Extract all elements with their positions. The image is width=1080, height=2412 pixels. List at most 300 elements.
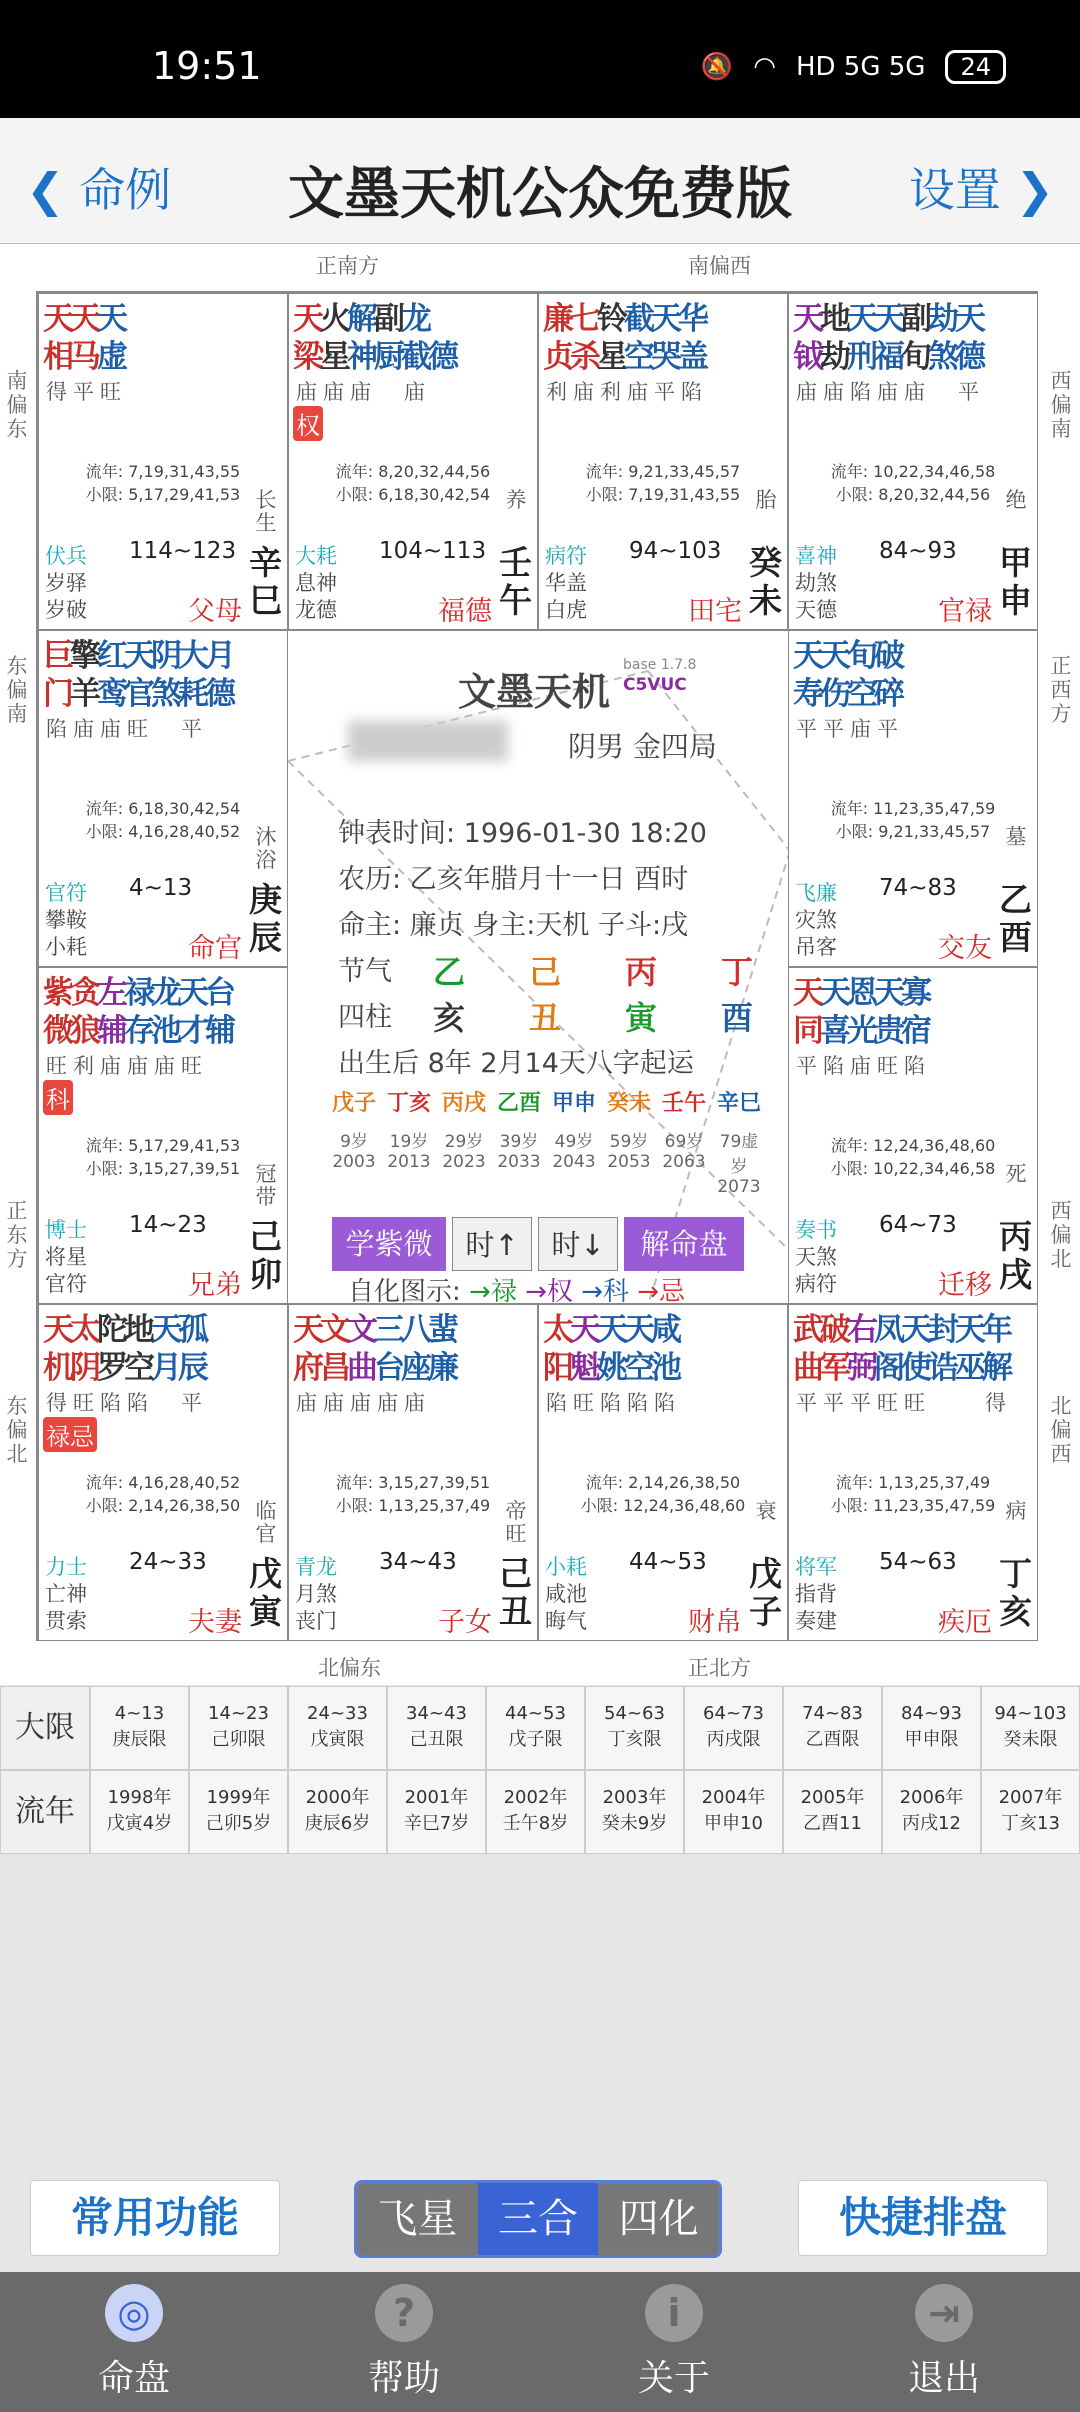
palace-cell[interactable] — [538, 293, 788, 630]
liunian-ages: 流年: 1,13,25,37,49 — [835, 1473, 991, 1492]
star-char: 左 — [97, 975, 128, 1011]
star-char: 空 — [624, 1350, 655, 1386]
mode-feixing[interactable]: 飞星 — [357, 2183, 478, 2255]
changsheng-stage: 胎 — [755, 488, 777, 512]
year-ganzhi: 丙戌12 — [902, 1813, 961, 1834]
star-char: 铃 — [597, 301, 628, 337]
jiangqian-star: 官符 — [45, 1272, 87, 1296]
changsheng-stage: 死 — [1005, 1162, 1027, 1186]
liunian-ages: 流年: 6,18,30,42,54 — [85, 799, 241, 818]
brightness: 庙 — [573, 380, 594, 404]
daxian-cell[interactable] — [684, 1686, 783, 1770]
year-ganzhi: 丁亥13 — [1001, 1813, 1060, 1834]
star-char: 煞 — [151, 676, 182, 712]
lunar-date: 农历: 乙亥年腊月十一日 酉时 — [338, 864, 689, 895]
brightness: 平 — [958, 380, 979, 404]
year-ganzhi: 壬午8岁 — [502, 1813, 569, 1834]
changsheng-stage: 衰 — [755, 1499, 777, 1523]
star-char: 寿 — [793, 676, 824, 712]
star-char: 辰 — [178, 1350, 209, 1386]
year-ganzhi: 庚辰6岁 — [304, 1813, 371, 1834]
daxian-range: 4~13 — [129, 875, 193, 901]
palace-cell[interactable] — [38, 630, 288, 967]
direction-label: 北偏西 — [1050, 1394, 1072, 1466]
range-ganzhi: 丁亥限 — [607, 1729, 662, 1750]
star-char: 地 — [124, 1312, 155, 1348]
star-char: 廉 — [428, 1350, 459, 1386]
star-char: 贪 — [70, 975, 101, 1011]
palace-cell[interactable] — [788, 630, 1038, 967]
suiqian-star: 咸池 — [545, 1582, 587, 1606]
star-char: 截 — [624, 301, 655, 337]
star-names — [793, 1311, 1013, 1387]
star-char: 天 — [955, 301, 986, 337]
dayun-ganzhi: 戊子 — [331, 1091, 376, 1116]
star-char: 孤 — [178, 1312, 209, 1348]
boshi-star: 力士 — [45, 1555, 87, 1579]
star-char: 使 — [901, 1350, 932, 1386]
brightness: 庙 — [904, 380, 925, 404]
changsheng-stage: 临官 — [255, 1499, 277, 1546]
mute-icon: 🔕 — [700, 52, 734, 82]
star-char: 文 — [320, 1312, 351, 1348]
tab-help[interactable]: ? 帮助 — [304, 2284, 504, 2401]
daxian-cell[interactable] — [288, 1686, 387, 1770]
palace-cell[interactable] — [788, 1304, 1038, 1641]
palace-cell[interactable] — [788, 967, 1038, 1304]
star-char: 凤 — [874, 1312, 905, 1348]
brightness: 庙 — [404, 380, 425, 404]
star-char: 太 — [70, 1312, 101, 1348]
star-char: 梁 — [293, 339, 324, 375]
status-bar — [0, 0, 1080, 118]
star-char: 巨 — [43, 638, 74, 674]
settings-button[interactable]: 设置 ❯ — [908, 163, 1054, 217]
star-char: 辅 — [97, 1013, 128, 1049]
sizhu-branch: 酉 — [720, 999, 753, 1037]
liunian-cell[interactable] — [90, 1770, 189, 1854]
suiqian-star: 灾煞 — [795, 908, 837, 932]
star-char: 廉 — [543, 301, 574, 337]
liunian-ages: 流年: 10,22,34,46,58 — [830, 462, 996, 481]
palace-cell[interactable] — [788, 293, 1038, 630]
star-char: 恩 — [847, 975, 878, 1011]
liunian-ages: 流年: 12,24,36,48,60 — [830, 1136, 996, 1155]
star-names — [43, 637, 236, 713]
dayun-year: 2003 — [332, 1152, 376, 1172]
star-char: 陀 — [97, 1312, 128, 1348]
range: 4~13 — [114, 1703, 165, 1724]
daxian-cell[interactable] — [783, 1686, 882, 1770]
daxian-cell[interactable] — [387, 1686, 486, 1770]
suiqian-star: 岁驿 — [45, 571, 87, 595]
dayun-column — [603, 1086, 655, 1172]
liunian-cell[interactable] — [882, 1770, 981, 1854]
brightness: 陷 — [904, 1054, 925, 1078]
palace-name: 命宫 — [188, 933, 242, 964]
brightness: 平 — [877, 717, 898, 741]
changsheng-stage: 长生 — [255, 488, 277, 535]
brightness: 旺 — [904, 1391, 925, 1415]
palace-name: 父母 — [188, 596, 242, 627]
dayun-ganzhi: 乙酉 — [496, 1091, 541, 1116]
star-names — [543, 1311, 682, 1387]
dayun-column — [658, 1086, 710, 1172]
brightness: 庙 — [100, 1054, 121, 1078]
palace-name: 福德 — [438, 596, 492, 627]
boshi-star: 将军 — [795, 1555, 837, 1579]
star-char: 禄 — [124, 975, 155, 1011]
info-icon: i — [645, 2284, 703, 2342]
star-char: 副 — [374, 301, 405, 337]
daxian-range: 64~73 — [879, 1212, 957, 1238]
star-names — [293, 300, 459, 376]
xiaoxian-ages: 小限: 10,22,34,46,58 — [830, 1159, 996, 1178]
boshi-star: 官符 — [45, 881, 87, 905]
star-char: 池 — [151, 1013, 182, 1049]
direction-label: 西偏北 — [1050, 1199, 1072, 1271]
daxian-cell[interactable] — [486, 1686, 585, 1770]
palace-ganzhi: 辛巳 — [249, 543, 282, 620]
brightness: 平 — [654, 380, 675, 404]
star-char: 贞 — [543, 339, 574, 375]
brightness: 平 — [850, 1391, 871, 1415]
changsheng-stage: 墓 — [1005, 825, 1027, 849]
daxian-range: 14~23 — [129, 1212, 207, 1238]
star-char: 副 — [901, 301, 932, 337]
range: 94~103 — [994, 1703, 1067, 1724]
star-char: 德 — [955, 339, 986, 375]
star-char: 地 — [820, 301, 851, 337]
star-char: 破 — [874, 638, 905, 674]
brightness: 旺 — [877, 1054, 898, 1078]
legend-lu: →禄 — [469, 1277, 517, 1304]
brightness: 平 — [823, 717, 844, 741]
jieqi-stem: 乙 — [433, 953, 466, 991]
xiaoxian-ages: 小限: 2,14,26,38,50 — [85, 1496, 241, 1515]
hour-down-button[interactable]: 时↓ — [538, 1217, 618, 1271]
suiqian-star: 亡神 — [45, 1582, 87, 1606]
quick-chart-button[interactable]: 快捷排盘 — [798, 2180, 1048, 2256]
nav-bar — [0, 118, 1080, 243]
star-char: 军 — [820, 1350, 851, 1386]
liunian-ages: 流年: 4,16,28,40,52 — [85, 1473, 241, 1492]
xiaoxian-ages: 小限: 9,21,33,45,57 — [835, 822, 991, 841]
range-ganzhi: 癸未限 — [1003, 1729, 1058, 1750]
changsheng-stage: 病 — [1005, 1499, 1027, 1523]
changsheng-stage: 养 — [505, 488, 527, 512]
year-ganzhi: 甲申10 — [704, 1813, 763, 1834]
sihua-badge: 权 — [293, 406, 323, 441]
dayun-year: 2053 — [607, 1152, 651, 1172]
star-char: 龙 — [151, 975, 182, 1011]
star-char: 月 — [205, 638, 236, 674]
star-char: 天 — [651, 301, 682, 337]
star-char: 阳 — [543, 1350, 574, 1386]
star-char: 德 — [205, 676, 236, 712]
range-ganzhi: 丙戌限 — [706, 1729, 761, 1750]
palace-cell[interactable] — [288, 1304, 538, 1641]
star-char: 同 — [793, 1013, 824, 1049]
brightness-row — [793, 376, 982, 406]
star-char: 红 — [97, 638, 128, 674]
direction-label: 西偏南 — [1050, 369, 1072, 441]
star-char: 鸾 — [97, 676, 128, 712]
liunian-ages: 流年: 3,15,27,39,51 — [335, 1473, 491, 1492]
dayun-column — [493, 1086, 545, 1172]
star-char: 天 — [874, 975, 905, 1011]
palace-ganzhi: 乙酉 — [999, 880, 1032, 957]
mode-sihua[interactable]: 四化 — [598, 2183, 719, 2255]
brightness: 利 — [600, 380, 621, 404]
brightness: 庙 — [127, 1054, 148, 1078]
star-char: 阁 — [874, 1350, 905, 1386]
suiqian-star: 天煞 — [795, 1245, 837, 1269]
hour-up-button[interactable]: 时↑ — [452, 1217, 532, 1271]
star-char: 耗 — [178, 676, 209, 712]
star-char: 福 — [874, 339, 905, 375]
liunian-cell[interactable] — [684, 1770, 783, 1854]
dayun-year: 2013 — [387, 1152, 431, 1172]
brightness: 庙 — [377, 1391, 398, 1415]
star-char: 阴 — [70, 1350, 101, 1386]
palace-name: 子女 — [438, 1607, 492, 1638]
year: 2002年 — [503, 1787, 568, 1808]
learn-ziwei-button[interactable]: 学紫微 — [332, 1217, 446, 1271]
star-char: 碎 — [874, 676, 905, 712]
jieqi-stem: 丁 — [720, 953, 753, 991]
dayun-column — [548, 1086, 600, 1172]
brightness: 庙 — [73, 717, 94, 741]
range-ganzhi: 戊子限 — [508, 1729, 563, 1750]
liunian-cell[interactable] — [288, 1770, 387, 1854]
star-char: 空 — [847, 676, 878, 712]
liunian-ages: 流年: 9,21,33,45,57 — [585, 462, 741, 481]
tab-exit[interactable]: ⇥ 退出 — [844, 2284, 1044, 2401]
brightness-row — [43, 1387, 205, 1417]
back-button[interactable]: ❮ 命例 — [26, 163, 172, 217]
star-char: 台 — [205, 975, 236, 1011]
year: 2001年 — [404, 1787, 469, 1808]
dayun-ganzhi: 辛巳 — [716, 1091, 761, 1116]
year: 2006年 — [899, 1787, 964, 1808]
star-char: 杀 — [570, 339, 601, 375]
palace-name: 兄弟 — [188, 1270, 242, 1301]
jiangqian-star: 白虎 — [545, 598, 587, 622]
center-panel — [287, 630, 789, 1304]
range: 54~63 — [604, 1703, 665, 1724]
star-char: 天 — [820, 975, 851, 1011]
star-char: 火 — [320, 301, 351, 337]
palace-ganzhi: 壬午 — [499, 543, 532, 620]
sizhu-label: 四柱 — [338, 1002, 392, 1033]
palace-cell[interactable] — [288, 293, 538, 630]
star-char: 存 — [124, 1013, 155, 1049]
tab-about[interactable]: i 关于 — [574, 2284, 774, 2401]
mode-sanhe[interactable]: 三合 — [478, 2183, 599, 2255]
brightness-row — [793, 1050, 928, 1080]
common-functions-button[interactable]: 常用功能 — [30, 2180, 280, 2256]
liunian-ages: 流年: 11,23,35,47,59 — [830, 799, 996, 818]
brightness: 庙 — [323, 380, 344, 404]
brightness: 庙 — [350, 1391, 371, 1415]
palace-cell[interactable] — [38, 967, 288, 1304]
palace-cell[interactable] — [538, 1304, 788, 1641]
liunian-cell[interactable] — [486, 1770, 585, 1854]
star-char: 空 — [624, 339, 655, 375]
star-char: 门 — [43, 676, 74, 712]
brightness: 庙 — [296, 1391, 317, 1415]
legend-quan: →权 — [525, 1277, 573, 1304]
dayun-age: 9岁 — [340, 1132, 368, 1152]
direction-label: 南偏东 — [6, 369, 28, 441]
interpret-chart-button[interactable]: 解命盘 — [624, 1217, 744, 1271]
star-char: 武 — [793, 1312, 824, 1348]
star-char: 座 — [401, 1350, 432, 1386]
brightness: 旺 — [46, 1054, 67, 1078]
star-char: 刑 — [847, 339, 878, 375]
star-char: 天 — [43, 1312, 74, 1348]
view-mode-switch[interactable] — [354, 2180, 722, 2258]
star-char: 狼 — [70, 1013, 101, 1049]
brightness: 平 — [796, 1391, 817, 1415]
help-icon: ? — [375, 2284, 433, 2342]
direction-label: 东偏北 — [6, 1394, 28, 1466]
tab-chart[interactable]: ◎ 命盘 — [34, 2284, 234, 2401]
star-char: 天 — [901, 1312, 932, 1348]
jieqi-stem: 丙 — [624, 953, 657, 991]
daxian-cell[interactable] — [585, 1686, 684, 1770]
daxian-cell[interactable] — [189, 1686, 288, 1770]
star-char: 机 — [43, 1350, 74, 1386]
dayun-age: 79虚岁 — [719, 1132, 759, 1177]
daxian-cell[interactable] — [882, 1686, 981, 1770]
jiangqian-star: 龙德 — [295, 598, 337, 622]
brightness: 平 — [796, 1054, 817, 1078]
year-ganzhi: 己卯5岁 — [205, 1813, 272, 1834]
palace-cell[interactable] — [38, 1304, 288, 1641]
brightness: 庙 — [877, 380, 898, 404]
boshi-star: 奏书 — [795, 1218, 837, 1242]
brightness-row — [293, 1387, 428, 1417]
star-char: 月 — [151, 1350, 182, 1386]
star-char: 才 — [178, 1013, 209, 1049]
liunian-cell[interactable] — [387, 1770, 486, 1854]
brightness-row — [543, 1387, 678, 1417]
star-char: 天 — [793, 638, 824, 674]
star-char: 天 — [793, 975, 824, 1011]
jiangqian-star: 吊客 — [795, 935, 837, 959]
tab-bar — [0, 2272, 1080, 2412]
year: 1999年 — [206, 1787, 271, 1808]
star-char: 天 — [847, 301, 878, 337]
star-char: 魁 — [570, 1350, 601, 1386]
star-char: 天 — [293, 1312, 324, 1348]
app-logo: 文墨天机 — [458, 670, 611, 714]
brightness: 陷 — [46, 717, 67, 741]
star-char: 阴 — [151, 638, 182, 674]
star-char: 池 — [651, 1350, 682, 1386]
star-char: 文 — [347, 1312, 378, 1348]
brightness: 得 — [985, 1391, 1006, 1415]
jiangqian-star: 病符 — [795, 1272, 837, 1296]
brightness: 庙 — [796, 380, 817, 404]
range: 34~43 — [406, 1703, 467, 1724]
star-char: 咸 — [651, 1312, 682, 1348]
star-char: 光 — [847, 1013, 878, 1049]
star-char: 马 — [70, 339, 101, 375]
brightness: 陷 — [546, 1391, 567, 1415]
dayun-year: 2043 — [552, 1152, 596, 1172]
range-ganzhi: 甲申限 — [904, 1729, 959, 1750]
brightness: 陷 — [627, 1391, 648, 1415]
direction-label: 正南方 — [316, 254, 379, 278]
star-char: 贵 — [874, 1013, 905, 1049]
star-char: 微 — [43, 1013, 74, 1049]
direction-label: 正北方 — [688, 1656, 751, 1680]
range: 74~83 — [802, 1703, 863, 1724]
palace-cell[interactable] — [38, 293, 288, 630]
jiangqian-star: 晦气 — [545, 1609, 587, 1633]
star-char: 大 — [178, 638, 209, 674]
qiyun-info: 出生后 8年 2月14天八字起运 — [338, 1048, 694, 1079]
suiqian-star: 华盖 — [545, 571, 587, 595]
ming-zhu: 命主: 廉贞 身主:天机 子斗:戌 — [338, 910, 689, 941]
star-char: 擎 — [70, 638, 101, 674]
dayun-age: 29岁 — [444, 1132, 484, 1152]
brightness: 陷 — [100, 1391, 121, 1415]
range: 84~93 — [901, 1703, 962, 1724]
liunian-ages: 流年: 7,19,31,43,55 — [85, 462, 241, 481]
range: 14~23 — [208, 1703, 269, 1724]
sizhu-branch: 亥 — [433, 999, 466, 1037]
star-char: 钺 — [793, 339, 824, 375]
star-char: 羊 — [70, 676, 101, 712]
liunian-cell[interactable] — [585, 1770, 684, 1854]
brightness-row — [43, 1050, 205, 1080]
boshi-star: 大耗 — [295, 544, 337, 568]
gender-info: 阴男 金四局 — [568, 730, 717, 763]
star-char: 解 — [347, 301, 378, 337]
brightness: 平 — [73, 380, 94, 404]
liunian-cell[interactable] — [783, 1770, 882, 1854]
legend-ke: →科 — [581, 1277, 629, 1304]
dayun-age: 19岁 — [389, 1132, 429, 1152]
liunian-cell[interactable] — [189, 1770, 288, 1854]
year: 2007年 — [998, 1787, 1063, 1808]
dayun-ganzhi: 丁亥 — [386, 1091, 431, 1116]
range-ganzhi: 己丑限 — [409, 1729, 464, 1750]
daxian-cell[interactable] — [90, 1686, 189, 1770]
daxian-cell[interactable] — [981, 1686, 1080, 1770]
star-char: 天 — [293, 301, 324, 337]
range-ganzhi: 己卯限 — [211, 1729, 266, 1750]
xiaoxian-ages: 小限: 8,20,32,44,56 — [835, 485, 991, 504]
jiangqian-star: 奏建 — [795, 1609, 837, 1633]
star-char: 破 — [820, 1312, 851, 1348]
star-char: 哭 — [651, 339, 682, 375]
star-char: 天 — [820, 638, 851, 674]
star-char: 右 — [847, 1312, 878, 1348]
jiangqian-star: 贯索 — [45, 1609, 87, 1633]
year: 2003年 — [602, 1787, 667, 1808]
liunian-cell[interactable] — [981, 1770, 1080, 1854]
star-char: 罗 — [97, 1350, 128, 1386]
star-char: 星 — [597, 339, 628, 375]
changsheng-stage: 沐浴 — [255, 825, 277, 872]
daxian-range: 74~83 — [879, 875, 957, 901]
palace-name: 财帛 — [688, 1607, 742, 1638]
